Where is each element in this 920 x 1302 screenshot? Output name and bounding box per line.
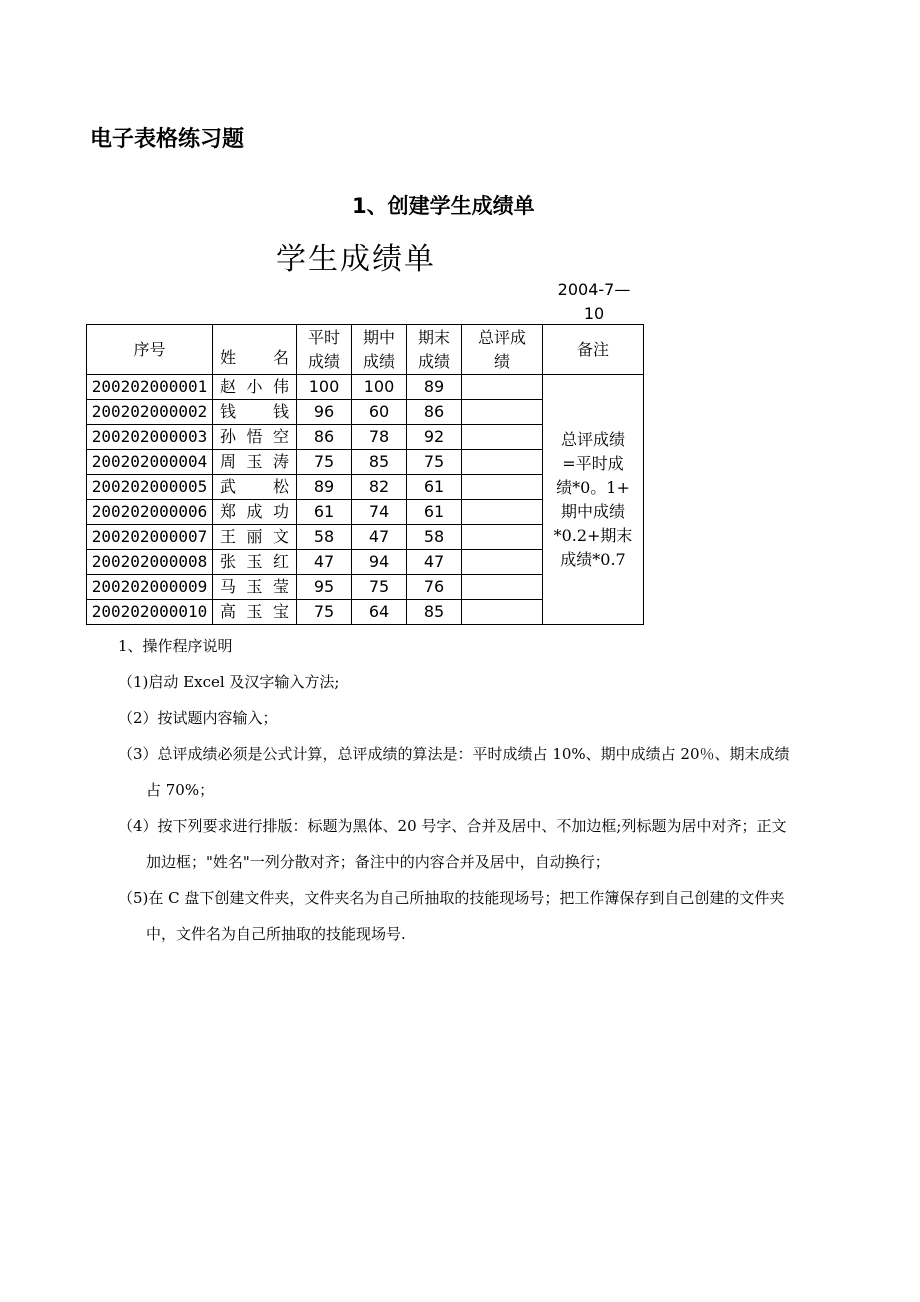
cell-total	[462, 525, 543, 550]
cell-id: 200202000002	[87, 400, 213, 425]
instruction-continuation: 占 70%；	[146, 781, 215, 799]
header-regular-line1: 平时	[307, 327, 340, 347]
header-total	[462, 325, 543, 375]
cell-regular: 95	[297, 575, 352, 600]
sheet-date-line2: 10	[583, 304, 605, 323]
header-total-line1: 总评成	[477, 327, 526, 347]
sheet-date	[544, 278, 644, 326]
cell-total	[462, 450, 543, 475]
cell-midterm: 75	[352, 575, 407, 600]
cell-id: 200202000006	[87, 500, 213, 525]
cell-name: 王丽文	[213, 525, 297, 550]
cell-total	[462, 375, 543, 400]
cell-name: 周玉涛	[213, 450, 297, 475]
cell-regular: 89	[297, 475, 352, 500]
section-title: 1、创建学生成绩单	[352, 194, 535, 218]
header-final-line1: 期末	[417, 327, 450, 347]
instruction-item: （1)启动 Excel 及汉字输入方法;	[118, 673, 340, 691]
cell-id: 200202000005	[87, 475, 213, 500]
cell-name: 张玉红	[213, 550, 297, 575]
remark-line: 期中成绩	[560, 501, 625, 521]
cell-id: 200202000009	[87, 575, 213, 600]
instruction-continuation: 加边框；"姓名"一列分散对齐；备注中的内容合并及居中，自动换行；	[146, 853, 610, 871]
cell-total	[462, 400, 543, 425]
instructions	[118, 628, 838, 952]
grades-table	[86, 324, 644, 625]
cell-midterm: 94	[352, 550, 407, 575]
cell-total	[462, 550, 543, 575]
cell-name: 孙悟空	[213, 425, 297, 450]
cell-total	[462, 600, 543, 625]
cell-total	[462, 500, 543, 525]
cell-regular: 47	[297, 550, 352, 575]
header-midterm-line1: 期中	[362, 327, 395, 347]
header-id: 序号	[87, 325, 213, 375]
header-name: 姓名	[213, 325, 297, 375]
cell-midterm: 82	[352, 475, 407, 500]
header-regular	[297, 325, 352, 375]
cell-midterm: 47	[352, 525, 407, 550]
cell-total	[462, 575, 543, 600]
cell-total	[462, 425, 543, 450]
cell-midterm: 64	[352, 600, 407, 625]
instruction-item: （2）按试题内容输入；	[118, 709, 278, 727]
cell-regular: 75	[297, 450, 352, 475]
header-row	[87, 325, 644, 375]
cell-id: 200202000010	[87, 600, 213, 625]
cell-final: 47	[407, 550, 462, 575]
header-final-line2: 成绩	[417, 351, 450, 371]
cell-regular: 100	[297, 375, 352, 400]
cell-id: 200202000003	[87, 425, 213, 450]
cell-final: 58	[407, 525, 462, 550]
cell-name: 马玉莹	[213, 575, 297, 600]
header-midterm	[352, 325, 407, 375]
cell-midterm: 100	[352, 375, 407, 400]
cell-final: 76	[407, 575, 462, 600]
header-remark: 备注	[543, 325, 644, 375]
cell-id: 200202000007	[87, 525, 213, 550]
cell-id: 200202000001	[87, 375, 213, 400]
cell-name: 钱钱	[213, 400, 297, 425]
cell-midterm: 85	[352, 450, 407, 475]
cell-final: 61	[407, 475, 462, 500]
cell-name: 郑成功	[213, 500, 297, 525]
instruction-item: （5)在 C 盘下创建文件夹，文件夹名为自己所抽取的技能现场号；把工作簿保存到自己创建的文件夹	[118, 889, 785, 907]
cell-name: 高玉宝	[213, 600, 297, 625]
cell-midterm: 74	[352, 500, 407, 525]
cell-final: 75	[407, 450, 462, 475]
cell-id: 200202000008	[87, 550, 213, 575]
table-row	[87, 375, 644, 400]
instruction-heading: 1、操作程序说明	[118, 637, 233, 655]
cell-final: 85	[407, 600, 462, 625]
header-regular-line2: 成绩	[307, 351, 340, 371]
sheet-date-line1: 2004-7—	[557, 280, 631, 299]
cell-total	[462, 475, 543, 500]
cell-name: 赵小伟	[213, 375, 297, 400]
cell-regular: 58	[297, 525, 352, 550]
header-midterm-line2: 成绩	[362, 351, 395, 371]
cell-midterm: 60	[352, 400, 407, 425]
sheet-title: 学生成绩单	[276, 242, 436, 277]
header-final	[407, 325, 462, 375]
cell-regular: 86	[297, 425, 352, 450]
cell-regular: 96	[297, 400, 352, 425]
cell-midterm: 78	[352, 425, 407, 450]
instruction-continuation: 中，文件名为自己所抽取的技能现场号.	[146, 925, 406, 943]
cell-final: 92	[407, 425, 462, 450]
remark-line: =平时成	[562, 453, 624, 473]
document-title: 电子表格练习题	[90, 127, 245, 152]
header-total-line2: 绩	[493, 351, 510, 371]
remark-line: 绩*0。1+	[556, 477, 630, 497]
cell-regular: 75	[297, 600, 352, 625]
remark-line: 总评成绩	[560, 429, 625, 449]
cell-regular: 61	[297, 500, 352, 525]
cell-remark	[543, 375, 644, 625]
instruction-item: （3）总评成绩必须是公式计算，总评成绩的算法是：平时成绩占 10%、期中成绩占 20％、期末成绩	[118, 745, 790, 763]
cell-name: 武松	[213, 475, 297, 500]
cell-id: 200202000004	[87, 450, 213, 475]
cell-final: 89	[407, 375, 462, 400]
remark-line: 成绩*0.7	[560, 549, 626, 569]
cell-final: 86	[407, 400, 462, 425]
cell-final: 61	[407, 500, 462, 525]
remark-line: *0.2+期末	[553, 525, 633, 545]
instruction-item: （4）按下列要求进行排版：标题为黑体、20 号字、合并及居中、不加边框;列标题为居中对齐；正文	[118, 817, 787, 835]
